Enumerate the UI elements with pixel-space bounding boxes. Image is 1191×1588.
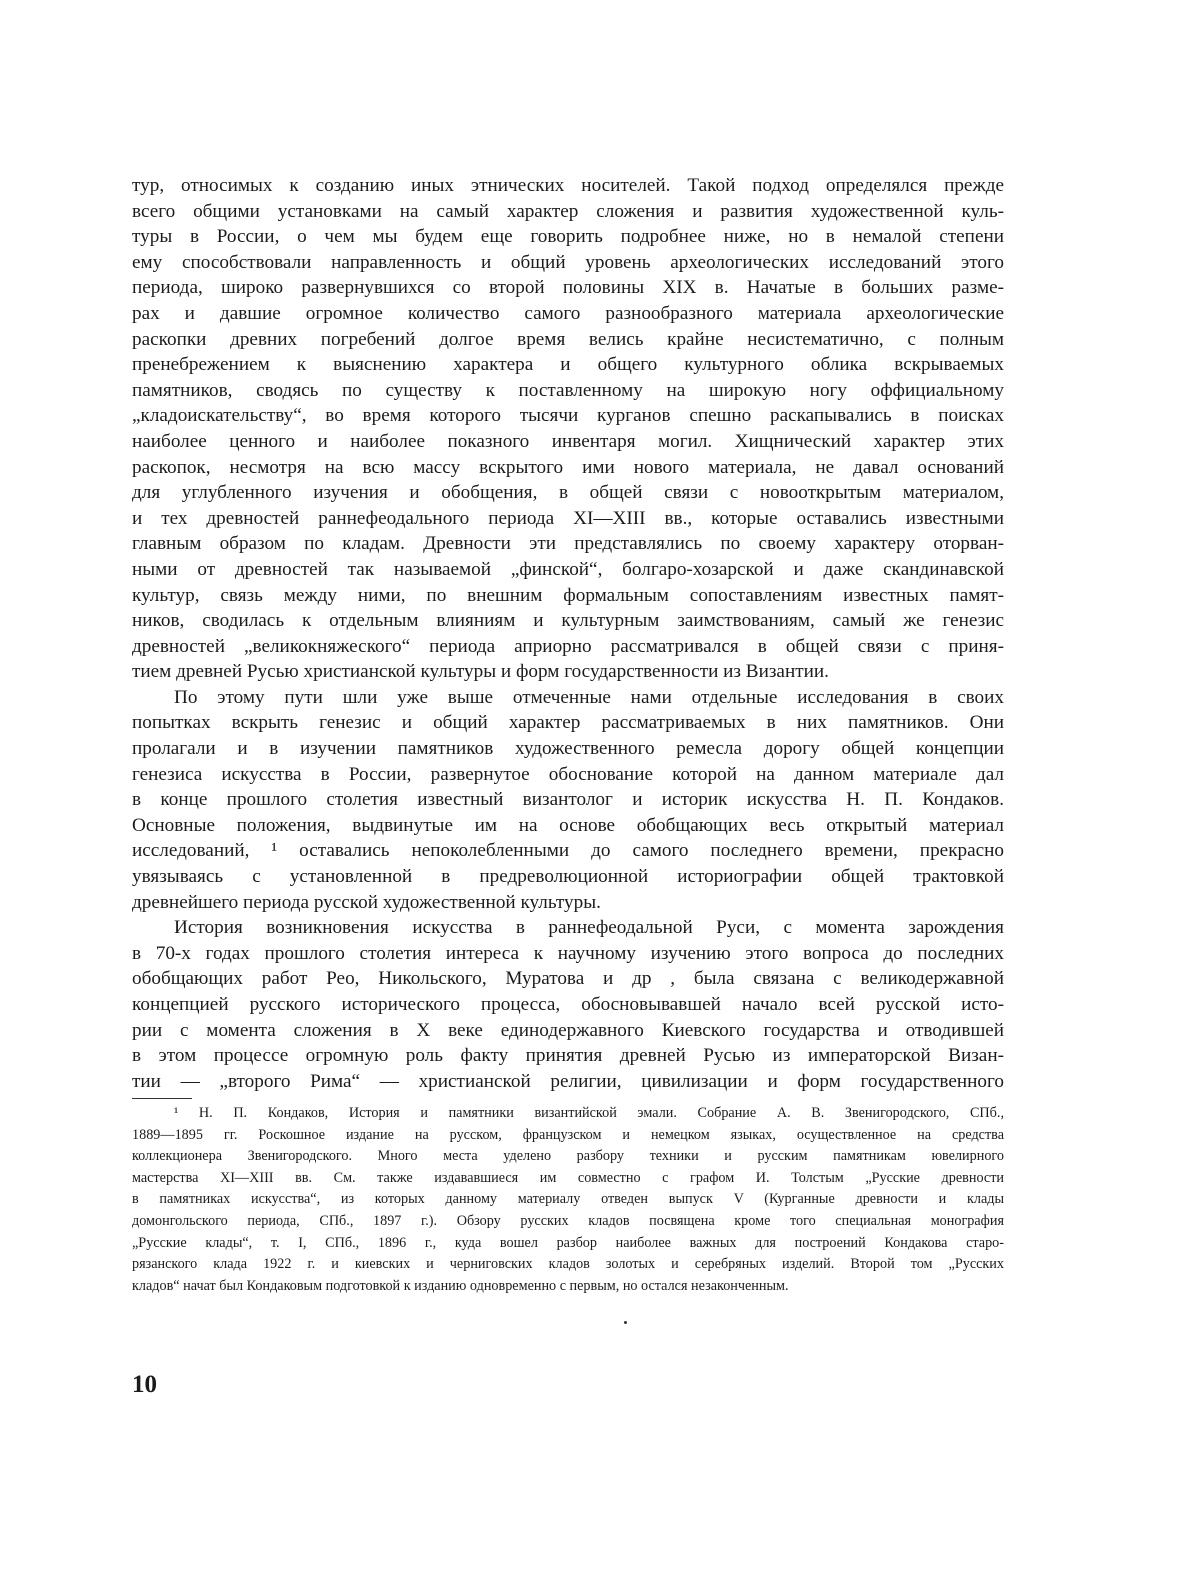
- text-line: культур, связь между ними, по внешним формальным сопоставлениям известных памят-: [132, 584, 1004, 606]
- text-line: ему способствовали направленность и общий уровень археологических исследований этого: [132, 251, 1004, 273]
- text-line: генезиса искусства в России, развернутое обоснование которой на данном материале дал: [132, 763, 1004, 785]
- body-text: [132, 173, 1004, 1094]
- footnote-line: 1889—1895 гг. Роскошное издание на русском, французском и немецком языках, осуществленное на средства: [132, 1126, 1004, 1143]
- text-line: туры в России, о чем мы будем еще говорить подробнее ниже, но в немалой степени: [132, 226, 1004, 248]
- footnote-rule: [132, 1098, 192, 1099]
- text-line: попытках вскрыть генезис и общий характер рассматриваемых в них памятников. Они: [132, 712, 1004, 734]
- text-line: „кладоискательству“, во время которого тысячи курганов спешно раскапывались в поисках: [132, 405, 1004, 427]
- text-line: всего общими установками на самый характер сложения и развития художественной куль-: [132, 200, 1004, 222]
- footnote-line: „Русские клады“, т. I, СПб., 1896 г., куда вошел разбор наиболее важных для построений Кондакова старо-: [132, 1234, 1004, 1251]
- footnote: [132, 1103, 1004, 1297]
- text-line: Основные положения, выдвинутые им на основе обобщающих весь открытый материал: [132, 814, 1004, 836]
- text-line: древнейшего периода русской художественной культуры.: [132, 891, 601, 913]
- text-line: периода, широко развернувшихся со второй половины XIX в. Начатые в больших разме-: [132, 277, 1004, 299]
- text-line: в этом процессе огромную роль факту принятия древней Русью из императорской Визан-: [132, 1045, 1004, 1067]
- paragraph-first-line: По этому пути шли уже выше отмеченные нами отдельные исследования в своих: [174, 686, 1004, 708]
- print-speck: [624, 1321, 627, 1324]
- footnote-line: рязанского клада 1922 г. и киевских и черниговских кладов золотых и серебряных изделий. Второй том „Русских: [132, 1256, 1004, 1273]
- text-line: обобщающих работ Рео, Никольского, Муратова и др , была связана с великодержавной: [132, 968, 1004, 990]
- text-line: ными от древностей так называемой „финской“, болгаро-хозарской и даже скандинавской: [132, 558, 1004, 580]
- text-line: раскопок, несмотря на всю массу вскрытого ими нового материала, не давал оснований: [132, 456, 1004, 478]
- text-line: памятников, сводясь по существу к поставленному на широкую ногу оффициальному: [132, 379, 1004, 401]
- text-line: наиболее ценного и наиболее показного инвентаря могил. Хищнический характер этих: [132, 430, 1004, 452]
- footnote-line: кладов“ начат был Кондаковым подготовкой к изданию одновременно с первым, но остался незаконченным.: [132, 1277, 789, 1294]
- text-line: тур, относимых к созданию иных этнических носителей. Такой подход определялся прежде: [132, 175, 1004, 196]
- text-line: исследований, ¹ оставались непоколебленными до самого последнего времени, прекрасно: [132, 840, 1004, 862]
- text-line: увязываясь с установленной в предреволюционной историографии общей трактовкой: [132, 866, 1004, 888]
- footnote-line: ¹ Н. П. Кондаков, История и памятники византийской эмали. Собрание А. В. Звенигородского, СПб.,: [174, 1105, 1004, 1121]
- text-line: пренебрежением к выяснению характера и общего культурного облика вскрываемых: [132, 354, 1004, 376]
- footnote-line: коллекционера Звенигородского. Много места уделено разбору техники и русским памятникам ювелирного: [132, 1148, 1004, 1165]
- footnote-line: в памятниках искусства“, из которых данному материалу отведен выпуск V (Курганные древности и клады: [132, 1191, 1004, 1208]
- text-line: тии — „второго Рима“ — христианской религии, цивилизации и форм государственного: [132, 1070, 1004, 1092]
- text-line: концепцией русского исторического процесса, обосновывавшей начало всей русской исто-: [132, 994, 1004, 1015]
- text-line: в 70-х годах прошлого столетия интереса к научному изучению этого вопроса до последних: [132, 942, 1004, 964]
- footnote-line: домонгольского периода, СПб., 1897 г.). Обзору русских кладов посвящена кроме того специальная монография: [132, 1212, 1004, 1229]
- text-line: ников, сводилась к отдельным влияниям и культурным заимствованиям, самый же генезис: [132, 610, 1004, 632]
- text-line: для углубленного изучения и обобщения, в общей связи с новооткрытым материалом,: [132, 482, 1004, 504]
- text-line: древностей „великокняжеского“ периода априорно рассматривался в общей связи с приня-: [132, 635, 1004, 657]
- text-line: главным образом по кладам. Древности эти представлялись по своему характеру оторван-: [132, 533, 1004, 555]
- text-line: рах и давшие огромное количество самого разнообразного материала археологические: [132, 302, 1004, 324]
- text-line: рии с момента сложения в X веке единодержавного Киевского государства и отводившей: [132, 1019, 1004, 1041]
- text-line: пролагали и в изучении памятников художественного ремесла дорогу общей концепции: [132, 738, 1004, 760]
- text-line: и тех древностей раннефеодального периода XI—XIII вв., которые оставались известными: [132, 507, 1004, 529]
- footnote-line: мастерства XI—XIII вв. См. также издававшиеся им совместно с графом И. Толстым „Русские древности: [132, 1169, 1004, 1186]
- text-line: тием древней Русью христианской культуры и форм государственности из Византии.: [132, 661, 829, 683]
- paragraph-first-line: История возникновения искусства в раннефеодальной Руси, с момента зарождения: [174, 917, 1004, 939]
- page-number: 10: [132, 1371, 157, 1398]
- text-line: раскопки древних погребений долгое время велись крайне несистематично, с полным: [132, 328, 1004, 350]
- text-line: в конце прошлого столетия известный византолог и историк искусства Н. П. Кондаков.: [132, 789, 1004, 811]
